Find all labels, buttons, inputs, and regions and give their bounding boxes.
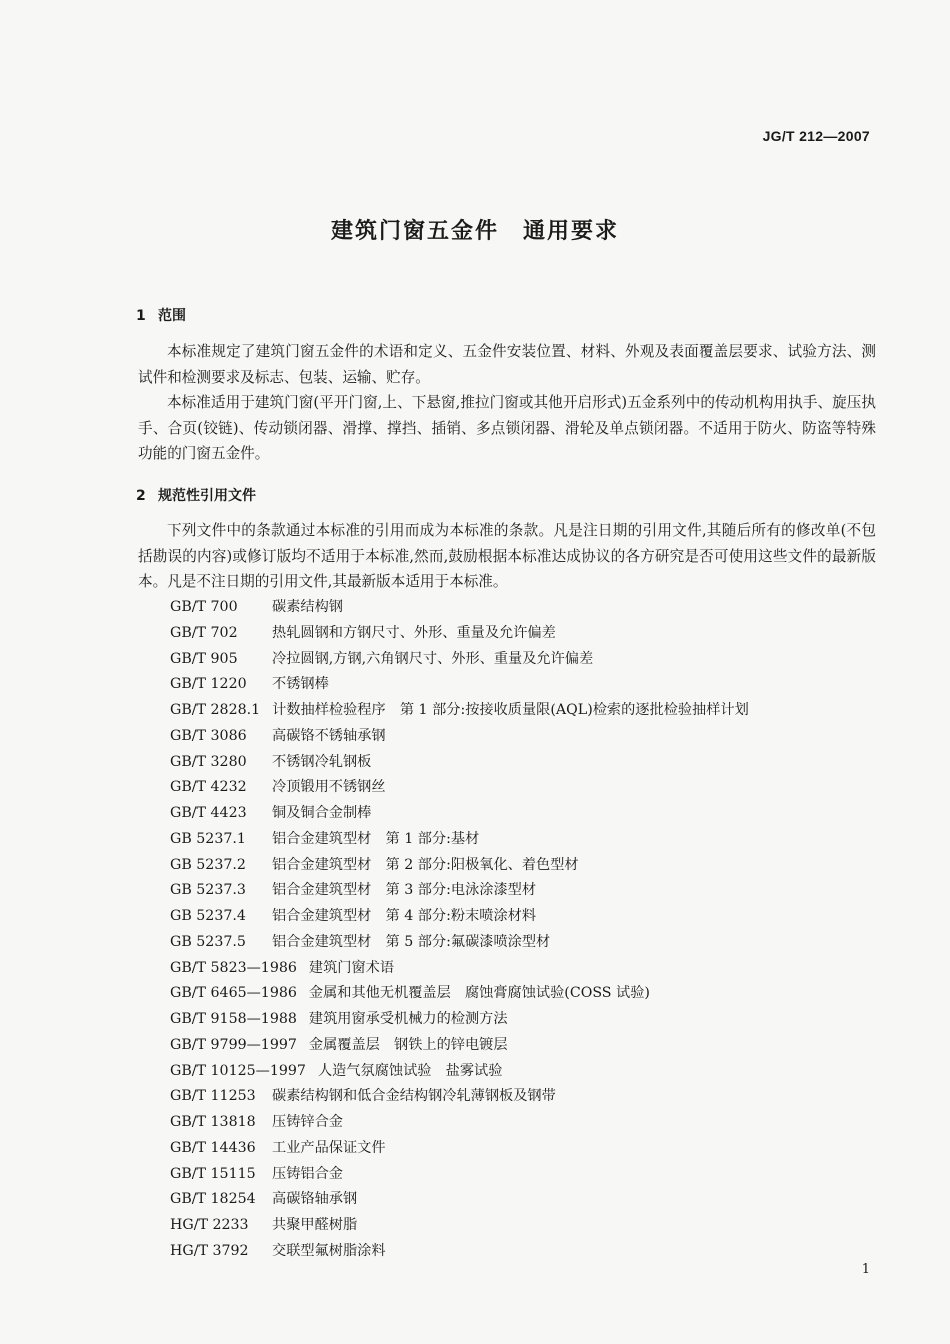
page-number: 1 — [861, 1262, 870, 1277]
reference-title: 共聚甲醛树脂 — [272, 1217, 358, 1233]
reference-code: GB/T 5823—1986 — [170, 959, 297, 976]
paragraph: 下列文件中的条款通过本标准的引用而成为本标准的条款。凡是注日期的引用文件,其随后所有的修改单(不包括勘误的内容)或修订版均不适用于本标准,然而,鼓励根据本标准达成协议的各方研究是否可使用这些文件的最新版本。凡是不注日期的引用文件,其最新版本适用于本标准。 — [138, 522, 876, 590]
reference-code: GB/T 905 — [170, 650, 238, 667]
reference-title: 铝合金建筑型材 第 4 部分:粉末喷涂材料 — [272, 908, 537, 924]
reference-item — [170, 724, 749, 750]
reference-item — [170, 1187, 749, 1213]
section-title: 规范性引用文件 — [158, 488, 256, 504]
document-title: 建筑门窗五金件 通用要求 — [330, 219, 619, 244]
reference-item — [170, 1084, 749, 1110]
reference-item — [170, 801, 749, 827]
reference-code: GB 5237.1 — [170, 830, 246, 847]
reference-code: GB 5237.2 — [170, 856, 246, 873]
reference-code: GB/T 18254 — [170, 1191, 256, 1208]
reference-code: GB/T 11253 — [170, 1088, 256, 1105]
reference-code: GB 5237.5 — [170, 933, 246, 950]
reference-item — [170, 1213, 749, 1239]
reference-item — [170, 672, 749, 698]
reference-item — [170, 981, 749, 1007]
reference-item — [170, 878, 749, 904]
section-2-heading — [136, 485, 256, 505]
reference-item — [170, 595, 749, 621]
reference-title: 冷顶锻用不锈钢丝 — [272, 779, 386, 796]
reference-item — [170, 930, 749, 956]
paragraph: 本标准适用于建筑门窗(平开门窗,上、下悬窗,推拉门窗或其他开启形式)五金系列中的传动机构用执手、旋压执手、合页(铰链)、传动锁闭器、滑撑、撑挡、插销、多点锁闭器、滑轮及单点锁闭器。不适用于防火、防盗等特殊功能的门窗五金件。 — [138, 394, 876, 462]
section-1-heading — [136, 305, 186, 325]
standard-code: JG/T 212—2007 — [762, 128, 870, 144]
reference-code: HG/T 3792 — [170, 1242, 249, 1259]
reference-item — [170, 1136, 749, 1162]
reference-title: 交联型氟树脂涂料 — [272, 1242, 386, 1259]
reference-item — [170, 647, 749, 673]
reference-title: 碳素结构钢 — [272, 599, 343, 615]
reference-title: 压铸锌合金 — [272, 1114, 343, 1130]
reference-code: GB/T 9799—1997 — [170, 1036, 297, 1053]
reference-title: 金属和其他无机覆盖层 腐蚀膏腐蚀试验(COSS 试验) — [308, 985, 650, 1002]
reference-item — [170, 956, 749, 982]
reference-title: 不锈钢冷轧钢板 — [272, 753, 372, 770]
reference-item — [170, 1239, 749, 1265]
reference-code: GB/T 2828.1 — [170, 702, 261, 718]
reference-code: GB/T 6465—1986 — [170, 985, 297, 1002]
reference-title: 工业产品保证文件 — [272, 1139, 386, 1156]
reference-title: 碳素结构钢和低合金结构钢冷轧薄钢板及钢带 — [272, 1088, 556, 1105]
reference-item — [170, 1033, 749, 1059]
reference-item — [170, 853, 749, 879]
reference-title: 金属覆盖层 钢铁上的锌电镀层 — [308, 1036, 508, 1053]
reference-title: 建筑用窗承受机械力的检测方法 — [308, 1011, 508, 1027]
paragraph: 本标准规定了建筑门窗五金件的术语和定义、五金件安装位置、材料、外观及表面覆盖层要求、试验方法、测试件和检测要求及标志、包装、运输、贮存。 — [138, 343, 876, 386]
reference-title: 铝合金建筑型材 第 3 部分:电泳涂漆型材 — [272, 882, 537, 899]
reference-code: GB 5237.4 — [170, 908, 246, 924]
reference-item — [170, 750, 749, 776]
reference-item — [170, 1162, 749, 1188]
reference-list — [170, 595, 749, 1265]
reference-title: 压铸铝合金 — [272, 1165, 343, 1182]
reference-item — [170, 1110, 749, 1136]
reference-title: 铝合金建筑型材 第 5 部分:氟碳漆喷涂型材 — [272, 933, 551, 950]
section-number: 1 — [136, 308, 146, 324]
reference-title: 人造气氛腐蚀试验 盐雾试验 — [317, 1062, 503, 1079]
reference-item — [170, 698, 749, 724]
reference-code: GB 5237.3 — [170, 882, 246, 899]
reference-item — [170, 621, 749, 647]
reference-title: 高碳铬轴承钢 — [272, 1191, 358, 1208]
reference-title: 铝合金建筑型材 第 2 部分:阳极氧化、着色型材 — [272, 856, 579, 873]
reference-title: 铜及铜合金制棒 — [272, 805, 372, 821]
reference-code: GB/T 9158—1988 — [170, 1011, 297, 1027]
reference-title: 建筑门窗术语 — [308, 959, 395, 976]
reference-code: GB/T 700 — [170, 599, 238, 615]
reference-title: 计数抽样检验程序 第 1 部分:按接收质量限(AQL)检索的逐批检验抽样计划 — [272, 702, 749, 718]
reference-title: 高碳铬不锈轴承钢 — [272, 727, 386, 744]
reference-code: GB/T 10125—1997 — [170, 1062, 306, 1079]
reference-code: GB/T 702 — [170, 624, 238, 641]
reference-code: GB/T 4423 — [170, 805, 247, 821]
section-number: 2 — [136, 488, 146, 504]
reference-title: 冷拉圆钢,方钢,六角钢尺寸、外形、重量及允许偏差 — [272, 650, 594, 667]
section-title: 范围 — [158, 308, 186, 324]
reference-code: GB/T 1220 — [170, 676, 247, 693]
reference-item — [170, 827, 749, 853]
reference-code: GB/T 14436 — [170, 1139, 256, 1156]
reference-code: HG/T 2233 — [170, 1217, 249, 1233]
reference-code: GB/T 13818 — [170, 1114, 256, 1130]
reference-item — [170, 904, 749, 930]
reference-title: 铝合金建筑型材 第 1 部分:基材 — [272, 830, 480, 847]
reference-code: GB/T 3280 — [170, 753, 247, 770]
reference-code: GB/T 4232 — [170, 779, 247, 796]
reference-title: 不锈钢棒 — [272, 676, 329, 693]
reference-code: GB/T 3086 — [170, 727, 247, 744]
reference-item — [170, 775, 749, 801]
reference-item — [170, 1059, 749, 1085]
reference-title: 热轧圆钢和方钢尺寸、外形、重量及允许偏差 — [272, 624, 556, 641]
reference-item — [170, 1007, 749, 1033]
reference-code: GB/T 15115 — [170, 1165, 256, 1182]
